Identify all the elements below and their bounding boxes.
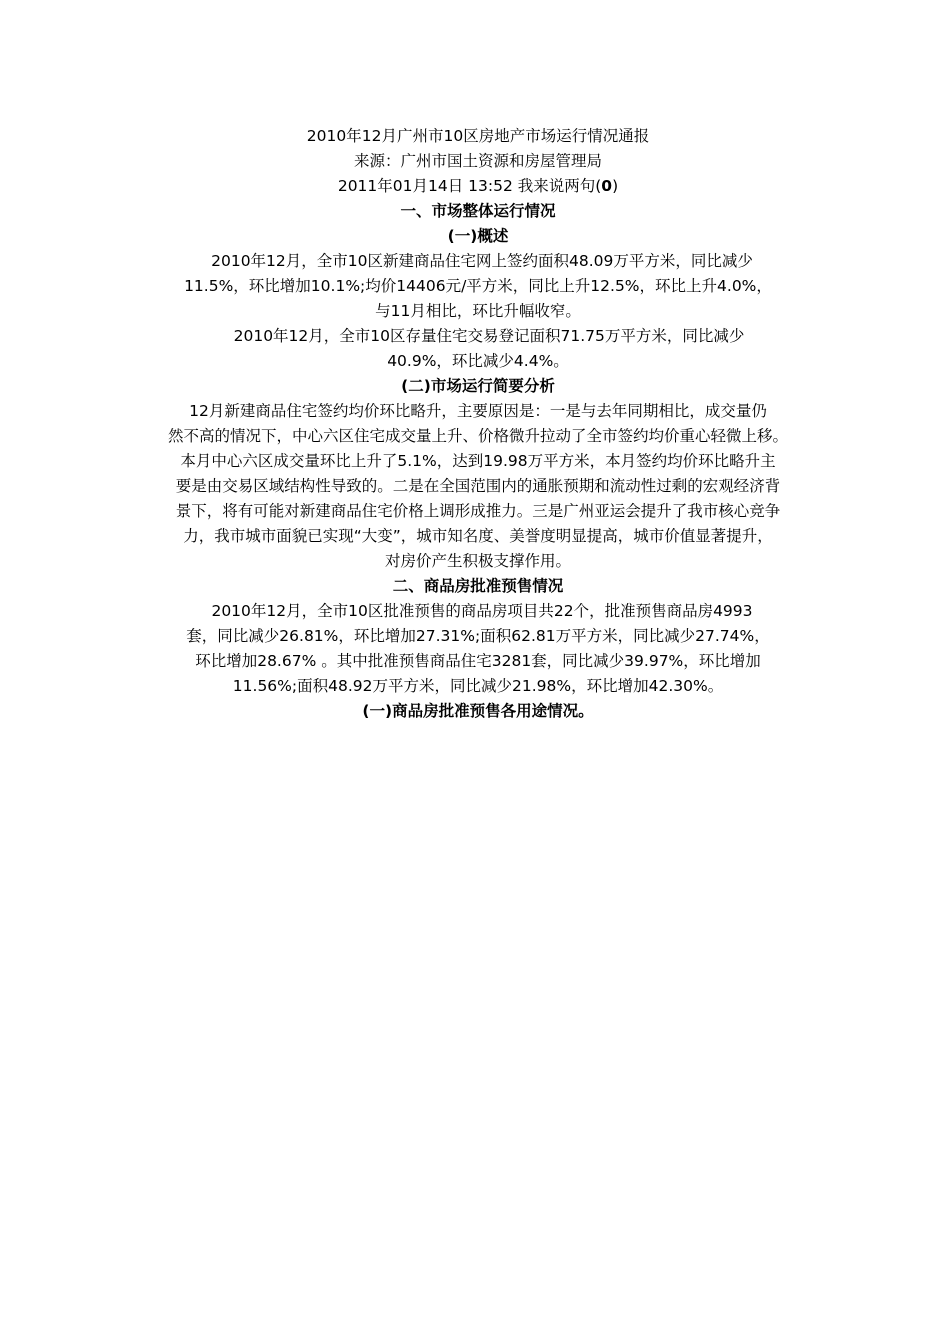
document-source: 来源：广州市国土资源和房屋管理局 [353, 152, 602, 170]
section-2-1-heading: (一)商品房批准预售各用途情况。 [362, 702, 594, 720]
paragraph-line: 本月中心六区成交量环比上升了5.1%，达到19.98万平方米，本月签约均价环比略升主 [180, 452, 776, 470]
section-1-2-heading: (二)市场运行简要分析 [401, 377, 555, 395]
paragraph-market-analysis [148, 399, 808, 574]
section-1-1-heading: (一)概述 [447, 227, 509, 245]
document-title: 2010年12月广州市10区房地产市场运行情况通报 [306, 127, 650, 145]
paragraph-line: 2010年12月，全市10区新建商品住宅网上签约面积48.09万平方米，同比减少 [211, 252, 753, 270]
date-suffix: ) [612, 177, 619, 195]
paragraph-line: 2010年12月，全市10区存量住宅交易登记面积71.75万平方米，同比减少 [233, 327, 745, 345]
paragraph-overview-existing-homes [148, 324, 808, 374]
paragraph-line: 2010年12月，全市10区批准预售的商品房项目共22个，批准预售商品房4993 [211, 602, 753, 620]
paragraph-overview-new-homes [148, 249, 808, 324]
comment-count-link[interactable]: 0 [601, 177, 613, 195]
paragraph-line: 11.56%;面积48.92万平方米，同比减少21.98%，环比增加42.30%。 [232, 677, 724, 695]
paragraph-line: 与11月相比，环比升幅收窄。 [375, 302, 581, 320]
paragraph-line: 套，同比减少26.81%，环比增加27.31%;面积62.81万平方米，同比减少27.74%， [186, 627, 770, 645]
document-body [148, 124, 808, 724]
paragraph-line: 然不高的情况下，中心六区住宅成交量上升、价格微升拉动了全市签约均价重心轻微上移。 [167, 427, 788, 445]
paragraph-presale-approval [148, 599, 808, 699]
paragraph-line: 12月新建商品住宅签约均价环比略升，主要原因是：一是与去年同期相比，成交量仍 [189, 402, 767, 420]
paragraph-line: 力，我市城市面貌已实现“大变”，城市知名度、美誉度明显提高，城市价值显著提升， [183, 527, 773, 545]
paragraph-line: 对房价产生积极支撑作用。 [384, 552, 571, 570]
section-1-heading: 一、市场整体运行情况 [400, 202, 556, 220]
paragraph-line: 景下，将有可能对新建商品住宅价格上调形成推力。三是广州亚运会提升了我市核心竞争 [175, 502, 781, 520]
paragraph-line: 环比增加28.67% 。其中批准预售商品住宅3281套，同比减少39.97%，环比增加 [195, 652, 761, 670]
paragraph-line: 11.5%，环比增加10.1%;均价14406元/平方米，同比上升12.5%，环比上升4.0%， [184, 277, 772, 295]
paragraph-line: 40.9%，环比减少4.4%。 [387, 352, 569, 370]
document-date-line [148, 174, 808, 199]
date-text: 2011年01月14日 13:52 我来说两句( [337, 177, 602, 195]
paragraph-line: 要是由交易区域结构性导致的。二是在全国范围内的通胀预期和流动性过剩的宏观经济背 [175, 477, 781, 495]
section-2-heading: 二、商品房批准预售情况 [392, 577, 564, 595]
